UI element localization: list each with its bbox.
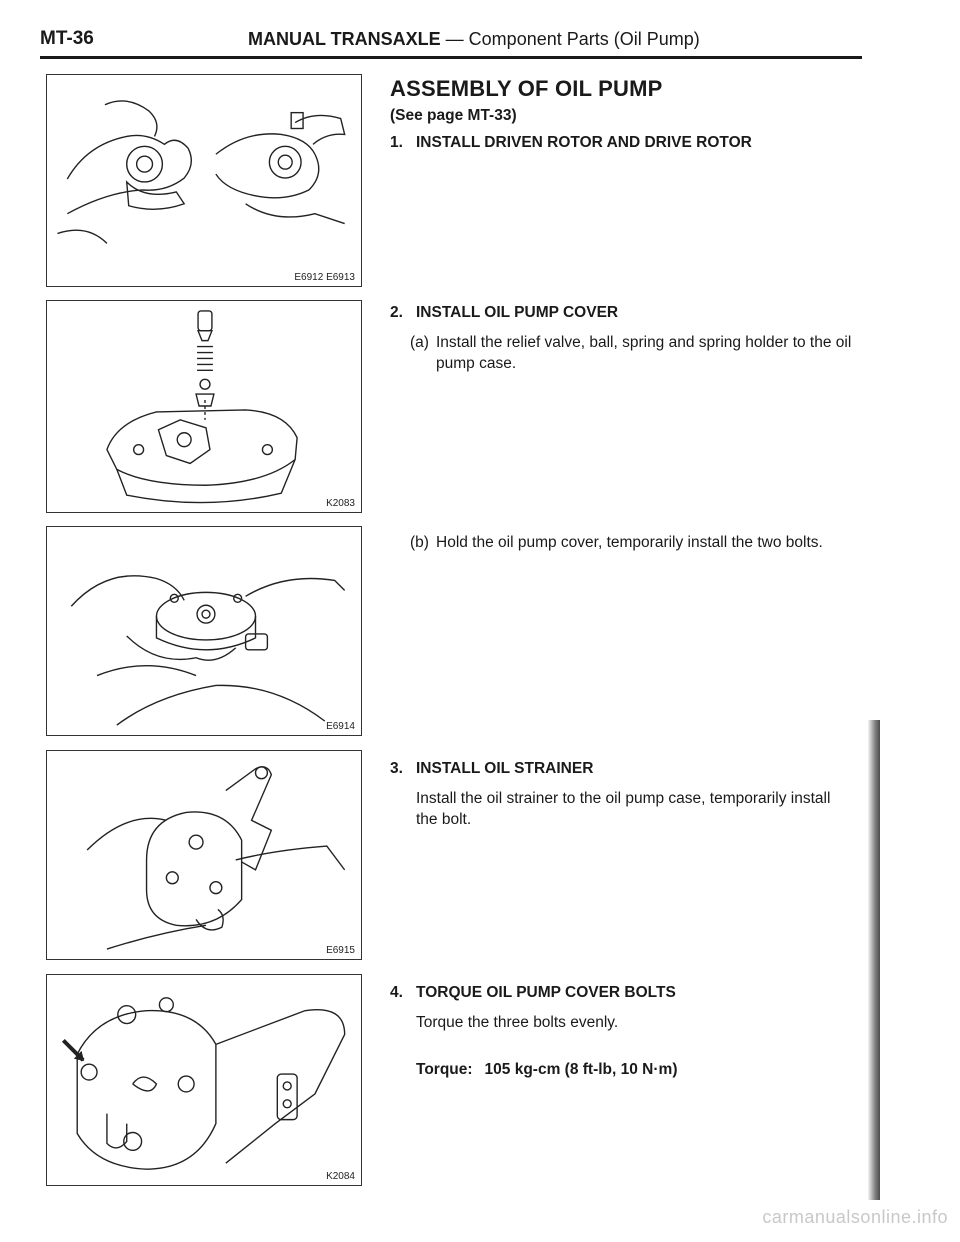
step-title: TORQUE OIL PUMP COVER BOLTS (416, 984, 676, 1001)
step-2b (410, 532, 870, 553)
figure-relief-valve (46, 300, 362, 513)
step-3-title (390, 760, 860, 778)
step-number: 3. (390, 760, 403, 777)
torque-bolts-illustration (47, 975, 361, 1185)
page-number: MT-36 (40, 28, 94, 49)
step-1-title (390, 134, 860, 152)
torque-spec (416, 1061, 677, 1079)
relief-valve-illustration (47, 301, 361, 512)
figure-hold-cover (46, 526, 362, 736)
step-title: INSTALL DRIVEN ROTOR AND DRIVE ROTOR (416, 134, 752, 151)
step-title: INSTALL OIL PUMP COVER (416, 304, 619, 321)
figure-code: E6914 (326, 721, 355, 732)
step-4-title (390, 984, 860, 1002)
figure-code: E6912 E6913 (294, 272, 355, 283)
oil-strainer-illustration (47, 751, 361, 959)
page-title (248, 29, 700, 50)
watermark: carmanualsonline.info (762, 1207, 948, 1227)
step-title: INSTALL OIL STRAINER (416, 760, 594, 777)
torque-value: 105 kg-cm (8 ft-lb, 10 N·m) (484, 1061, 678, 1078)
torque-label: Torque: (416, 1061, 473, 1078)
figure-oil-strainer (46, 750, 362, 960)
step-number: 2. (390, 304, 403, 321)
rotor-illustration (47, 75, 361, 286)
substep-text: Hold the oil pump cover, temporarily install the two bolts. (436, 534, 823, 551)
step-number: 4. (390, 984, 403, 1001)
substep-label: (a) (410, 334, 429, 351)
substep-text: Install the relief valve, ball, spring and spring holder to the oil pump case. (436, 334, 852, 372)
section-reference: (See page MT-33) (390, 107, 517, 124)
step-3-text: Install the oil strainer to the oil pump case, temporarily install the bolt. (416, 790, 831, 828)
step-2a (410, 332, 870, 374)
figure-code: K2083 (326, 498, 355, 509)
pump-cover-illustration (47, 527, 361, 735)
figure-install-rotors (46, 74, 362, 287)
figure-torque-bolts (46, 974, 362, 1186)
page-title-rest: — Component Parts (Oil Pump) (440, 29, 700, 49)
section-title: ASSEMBLY OF OIL PUMP (390, 76, 663, 101)
page-header (40, 28, 862, 59)
step-number: 1. (390, 134, 403, 151)
substep-label: (b) (410, 534, 429, 551)
step-4-text: Torque the three bolts evenly. (416, 1014, 619, 1031)
figure-code: K2084 (326, 1171, 355, 1182)
step-2-title (390, 304, 860, 322)
page-edge-shadow (868, 720, 880, 1200)
figure-code: E6915 (326, 945, 355, 956)
page-title-strong: MANUAL TRANSAXLE (248, 29, 441, 49)
